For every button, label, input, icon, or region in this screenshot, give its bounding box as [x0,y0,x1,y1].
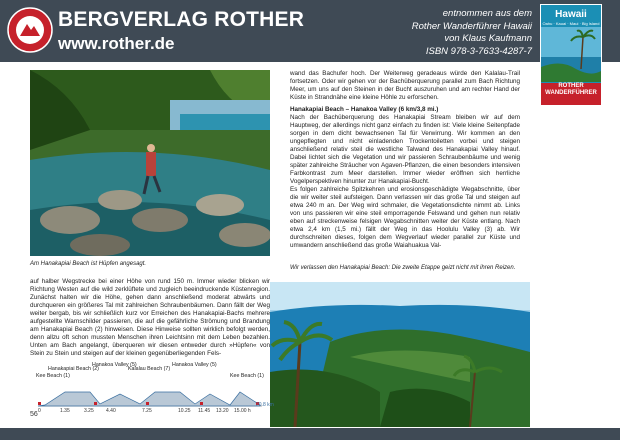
profile-label: Kalalau Beach (7) [128,366,171,372]
time-tick: 11.45 [198,408,211,414]
rother-seal-logo [6,6,54,54]
publisher-name: BERGVERLAG ROTHER [58,8,305,31]
cover-subtitle: Oahu · Kauai · Maui · Big Island [542,21,600,26]
time-tick: 0 [38,408,41,414]
profile-label: Kee Beach (1) [36,373,70,379]
stream-crossing-photo [30,70,270,256]
cover-band-line: WANDERFÜHRER [545,90,597,96]
excerpt-line: Rother Wanderführer Hawaii [411,20,532,32]
time-tick: 4.40 [106,408,116,414]
time-tick: 7.25 [142,408,152,414]
profile-label: Hanakapiai Beach (2) [48,366,99,372]
excerpt-note [352,8,532,58]
cover-band-line: ROTHER [558,83,584,89]
publisher-url[interactable]: www.rother.de [58,34,175,53]
paragraph: Nach der Bachüberquerung des Hanakapiai Stream bleiben wir auf dem Hauptweg, der allerdings nicht ganz einfach zu finden ist: Viele kleine Seitenpfade sorgen in dem dicht bewachsenen Tal für Verwirrung. Wir kommen an den ungepflegten und nicht einladenden Trockentoiletten vorbei und steigen anschließend relativ steil die westliche Talwand des Hanakapiai Valley hinauf. Dabei lichtet sich die Vegetation und wir passieren Schraubenbäume und wenig später zahlreiche Sträucher von Agaven-Pflanzen, die einen besonders intensiven Farbkontrast zum Meer darstellen. Immer wieder eröffnen sich herrliche Vogelperspektiven hinunter zur Hanakapiai-Bucht. [290,114,520,185]
photo-caption: Wir verlassen den Hanakapiai Beach: Die zweite Etappe geizt nicht mit ihren Reizen. [290,265,516,271]
excerpt-line: von Klaus Kaufmann [444,33,532,44]
time-tick: 15.00 h [234,408,251,414]
coastline-photo [270,282,530,427]
profile-label: Kee Beach (1) [230,373,264,379]
cover-photo [541,27,601,82]
marker-4 [200,402,203,405]
page-footer-bar [0,428,620,440]
excerpt-line: ISBN 978-3-7633-4287-7 [425,45,532,57]
cover-band [541,83,601,105]
excerpt-line: entnommen aus dem [442,8,532,19]
marker-2 [94,402,97,405]
profile-label: Hanakoa Valley (5) [172,362,217,368]
cover-title: Hawaii [555,9,587,20]
time-tick: 1.35 [60,408,70,414]
paragraph: wand das Bachufer hoch. Der Weiterweg geradeaus würde den Kalalau-Trail fortsetzen. Oder wir gehen vor der Bachüberquerung parallel zum Bach Richtung Meer, um uns auf den Steinen in der Bucht auszuruhen und am rechter Hand der Küste in Strandnähe eine kleine Höhle zu erforschen. [290,70,520,101]
time-tick: 10.25 [178,408,191,414]
profile-label: Hanakoa Valley (5) [92,362,137,368]
text-column-left: auf halber Wegstrecke bei einer Höhe von rund 150 m. Immer wieder blicken wir Richtung Westen auf die wild zerklüftete und zugleich beeindruckende Küstenregion. Zunächst halten wir die Höhe, gehen dann anschließend moderat abwärts und durchqueren ein größeres Tal mit zahlreichen Schraubenbäumen. Dann fällt der Weg weiter bergab, bis wir schließlich kurz vor Erreichen des Hanakapiai-Bachs mehrere aufgestellte Warnschilder passieren, die auf die gefährliche Strömung und Brandung am Hanakapiai Beach (2) hinweisen. Diese Hinweise sollten wirklich befolgt werden, denn allzu oft schon mussten Menschen ihren Leichtsinn mit dem Leben bezahlen. Unten am Bach angelangt, überqueren wir diesen entweder durch »Hüpfen« von Stein zu Stein und steigen auf der kleinen gegenüberliegenden Fels- [30,278,270,357]
distance-label: 20.8 km [256,402,274,408]
book-cover [540,4,602,106]
time-tick: 3.25 [84,408,94,414]
time-tick: 13.20 [216,408,229,414]
photo-caption: Am Hanakapiai Beach ist Hüpfen angesagt. [30,261,147,267]
text-column-right [290,70,520,250]
marker-3 [146,402,149,405]
page-number: 56 [30,411,38,418]
marker-1 [38,402,41,405]
paragraph: Es folgen zahlreiche Spitzkehren und erosionsgeschädigte Wegabschnitte, über die wir weiter steil aufsteigen. Dann verlassen wir das große Tal und steigen auf etwa 240 m an. Der Weg wird schmaler, die Vegetationsdichte nimmt ab. Links von uns passieren wir eine steil emporragende Felswand und gehen nun relativ eben auf streckenweise felsigen Wegabschnitten weiter der Küste entlang. Nach etwa 2,4 km (1,5 mi.) fällt der Weg in das Hoolulu Valley (3) ab. Wir durchschreiten dieses, folgen dem Wegverlauf wieder parallel zur Küste und umwandern anschließend das große Waiahuakua Val- [290,186,520,249]
section-heading: Hanakapiai Beach – Hanakoa Valley (6 km/3,8 mi.) [290,106,439,113]
